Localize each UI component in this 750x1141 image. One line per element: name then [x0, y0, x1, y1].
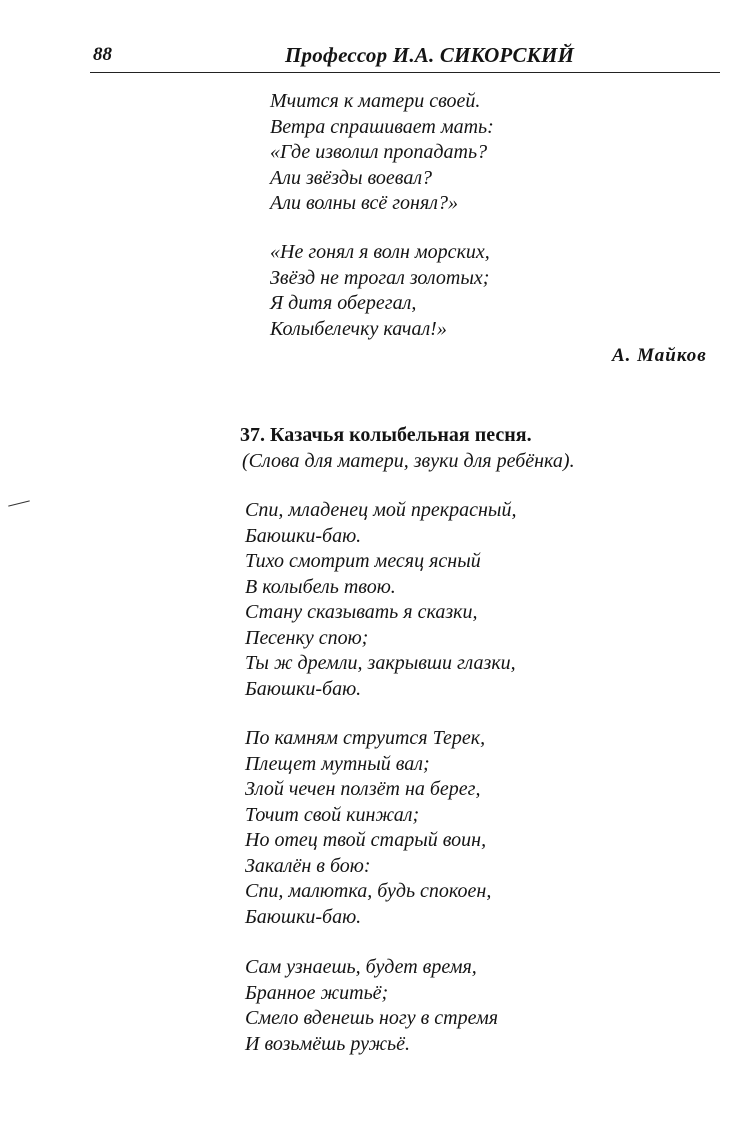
verse-line: Бранное житьё; [245, 981, 389, 1004]
verse-line: Точит свой кинжал; [245, 803, 420, 826]
verse-line: Злой чечен ползёт на берег, [245, 778, 481, 800]
verse-line: Баюшки-баю. [245, 677, 362, 700]
poem-36-stanza-1 [270, 89, 494, 217]
verse-line: Смело вденешь ногу в стремя [245, 1007, 499, 1029]
verse-line: В колыбель твою. [245, 575, 396, 598]
poem-title: 37. Казачья колыбельная песня. [240, 424, 532, 446]
poem-37-stanza-1 [245, 498, 516, 702]
verse-line: Закалён в бою: [245, 854, 371, 877]
verse-line: Спи, малютка, будь спокоен, [245, 880, 492, 902]
verse-line: Али волны всё гонял?» [270, 192, 458, 214]
verse-line: Плещет мутный вал; [245, 752, 430, 775]
verse-line: Ветра спрашивает мать: [270, 115, 494, 138]
verse-line: Али звёзды воевал? [270, 166, 433, 189]
verse-line: «Не гонял я волн морских, [270, 241, 490, 263]
verse-line: «Где изволил пропадать? [270, 141, 488, 163]
verse-line: Стану сказывать я сказки, [245, 601, 478, 623]
verse-line: Сам узнаешь, будет время, [245, 956, 477, 978]
header-rule [90, 72, 720, 73]
verse-line: По камням струится Терек, [245, 727, 486, 749]
page-number: 88 [93, 44, 112, 65]
poem-author: А. Майков [612, 345, 707, 366]
verse-line: Тихо смотрит месяц ясный [245, 550, 481, 572]
margin-mark [8, 500, 30, 506]
verse-line: Я дитя оберегал, [270, 292, 417, 314]
verse-line: Ты ж дремли, закрывши глазки, [245, 652, 516, 674]
verse-line: Баюшки-баю. [245, 905, 362, 928]
verse-line: Звёзд не трогал золотых; [270, 266, 490, 289]
poem-subtitle: (Слова для матери, звуки для ребёнка). [242, 450, 575, 472]
verse-line: Колыбелечку качал!» [270, 317, 447, 340]
poem-37-stanza-3 [245, 955, 498, 1057]
verse-line: Но отец твой старый воин, [245, 829, 487, 851]
verse-line: И возьмёшь ружьё. [245, 1032, 411, 1055]
poem-37-stanza-2 [245, 726, 491, 930]
verse-line: Мчится к матери своей. [270, 90, 481, 112]
verse-line: Баюшки-баю. [245, 524, 362, 547]
poem-36-stanza-2 [270, 240, 490, 342]
verse-line: Песенку спою; [245, 626, 369, 649]
verse-line: Спи, младенец мой прекрасный, [245, 499, 517, 521]
running-title: Профессор И.А. СИКОРСКИЙ [285, 43, 575, 67]
